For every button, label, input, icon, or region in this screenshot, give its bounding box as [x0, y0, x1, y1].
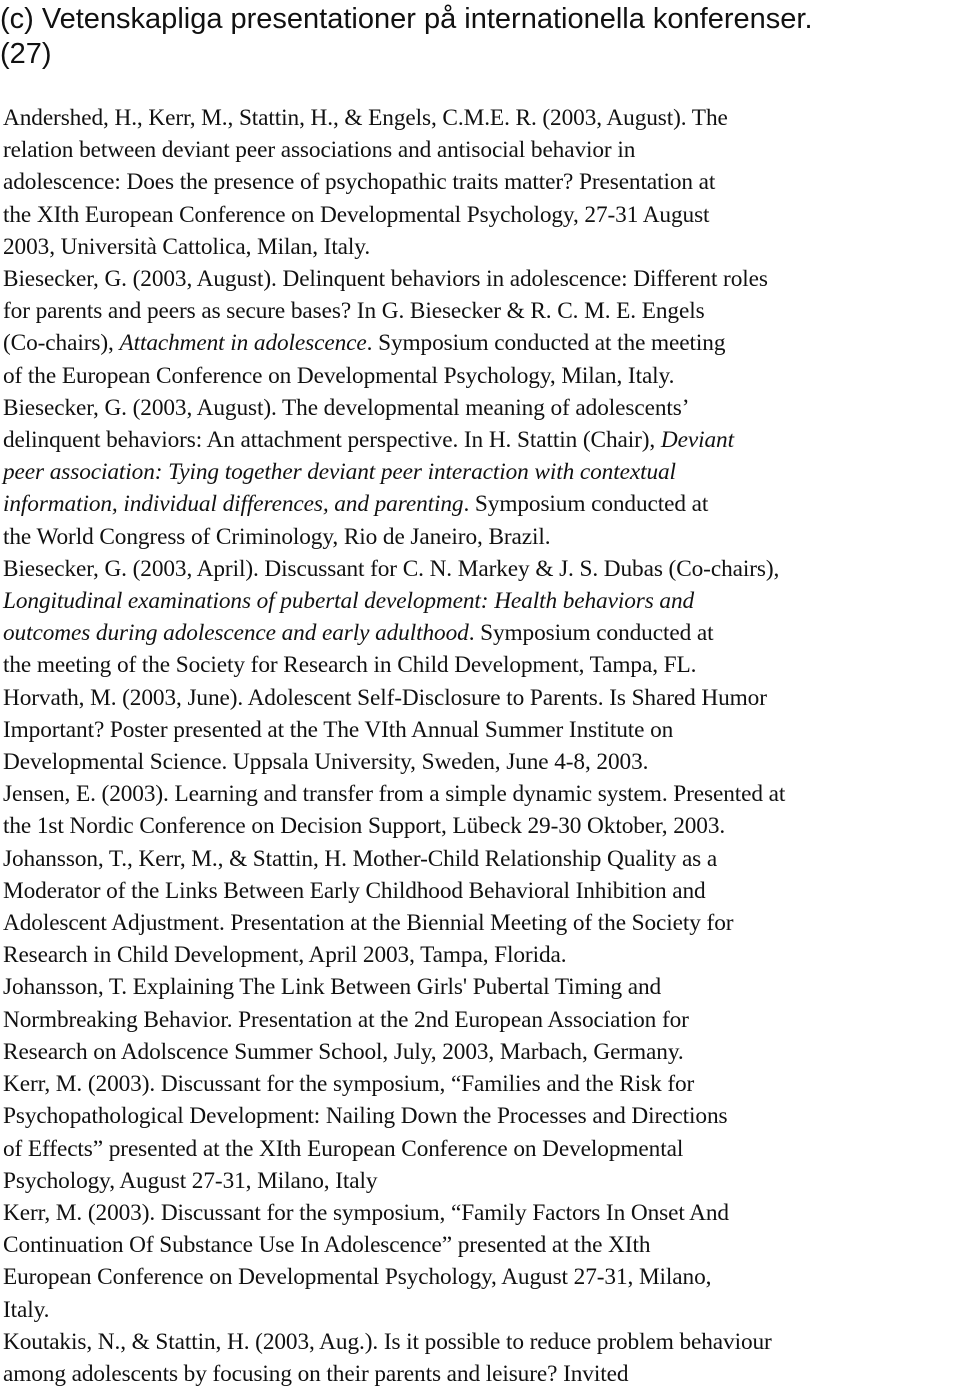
reference-text: Adolescent Adjustment. Presentation at the Biennial Meeting of the Society for	[3, 910, 734, 937]
reference-line	[3, 1036, 960, 1068]
reference-line	[3, 1294, 960, 1326]
reference-entry	[0, 392, 960, 553]
reference-line	[3, 939, 960, 971]
reference-line	[3, 778, 960, 810]
section-heading	[0, 2, 950, 72]
reference-text: Psychology, August 27-31, Milano, Italy	[3, 1167, 378, 1194]
reference-text: Andershed, H., Kerr, M., Stattin, H., & Engels, C.M.E. R. (2003, August). The	[3, 105, 728, 131]
reference-text: the XIth European Conference on Developmental Psychology, 27-31 August	[3, 201, 710, 228]
reference-text: Continuation Of Substance Use In Adolescence” presented at the XIth	[3, 1232, 651, 1259]
reference-line	[3, 360, 960, 392]
reference-text: Koutakis, N., & Stattin, H. (2003, Aug.). Is it possible to reduce problem behaviour	[3, 1328, 772, 1355]
reference-line	[3, 1004, 960, 1036]
reference-line	[3, 810, 960, 842]
reference-line	[3, 714, 960, 746]
reference-text: Developmental Science. Uppsala University, Sweden, June 4-8, 2003.	[3, 749, 649, 776]
reference-text: of Effects” presented at the XIth European Conference on Developmental	[3, 1135, 684, 1162]
reference-line	[3, 424, 960, 456]
reference-line	[3, 971, 960, 1003]
reference-line	[3, 102, 960, 134]
reference-line	[3, 1358, 960, 1390]
reference-text: . Symposium conducted at the meeting	[366, 330, 726, 357]
reference-line	[3, 392, 960, 424]
reference-entry	[0, 102, 960, 263]
reference-text: Research in Child Development, April 2003, Tampa, Florida.	[3, 942, 567, 969]
reference-line	[3, 1326, 960, 1358]
reference-text: adolescence: Does the presence of psychopathic traits matter? Presentation at	[3, 169, 716, 196]
italic-title-text: outcomes during adolescence and early adulthood	[3, 620, 469, 647]
reference-text: Jensen, E. (2003). Learning and transfer from a simple dynamic system. Presented at	[3, 781, 786, 808]
reference-line	[3, 327, 960, 359]
reference-line	[3, 488, 960, 520]
reference-line	[3, 875, 960, 907]
reference-line	[3, 1261, 960, 1293]
reference-line	[3, 1165, 960, 1197]
reference-text: for parents and peers as secure bases? In G. Biesecker & R. C. M. E. Engels	[3, 298, 705, 325]
italic-title-text: Attachment in adolescence	[119, 330, 367, 357]
reference-line	[3, 585, 960, 617]
reference-line	[3, 231, 960, 263]
reference-line	[3, 682, 960, 714]
reference-line	[3, 134, 960, 166]
reference-line	[3, 166, 960, 198]
reference-line	[3, 263, 960, 295]
reference-list	[0, 102, 960, 1390]
reference-text: delinquent behaviors: An attachment perspective. In H. Stattin (Chair),	[3, 427, 661, 454]
reference-text: Kerr, M. (2003). Discussant for the symposium, “Family Factors In Onset And	[3, 1199, 729, 1226]
reference-text: European Conference on Developmental Psychology, August 27-31, Milano,	[3, 1264, 712, 1291]
reference-entry	[0, 682, 960, 779]
section-heading-line: (c) Vetenskapliga presentationer på internationella konferenser.	[0, 3, 813, 35]
reference-entry	[0, 553, 960, 682]
reference-text: Normbreaking Behavior. Presentation at the 2nd European Association for	[3, 1006, 689, 1033]
reference-line	[3, 1100, 960, 1132]
reference-line	[3, 199, 960, 231]
reference-entry	[0, 971, 960, 1068]
reference-line	[3, 1133, 960, 1165]
reference-line	[3, 521, 960, 553]
reference-text: among adolescents by focusing on their parents and leisure? Invited	[3, 1360, 629, 1387]
reference-line	[3, 456, 960, 488]
reference-text: . Symposium conducted at	[468, 620, 714, 647]
reference-text: Biesecker, G. (2003, August). Delinquent behaviors in adolescence: Different roles	[3, 266, 768, 293]
reference-text: Research on Adolscence Summer School, July, 2003, Marbach, Germany.	[3, 1038, 684, 1065]
reference-text: 2003, Università Cattolica, Milan, Italy.	[3, 233, 371, 260]
reference-text: Horvath, M. (2003, June). Adolescent Self-Disclosure to Parents. Is Shared Humor	[3, 684, 767, 711]
reference-text: Moderator of the Links Between Early Childhood Behavioral Inhibition and	[3, 877, 706, 904]
reference-line	[3, 553, 960, 585]
reference-text: Psychopathological Development: Nailing Down the Processes and Directions	[3, 1103, 728, 1130]
reference-text: Important? Poster presented at the The VIth Annual Summer Institute on	[3, 716, 674, 743]
italic-title-text: peer association: Tying together deviant peer interaction with contextual	[3, 459, 676, 486]
reference-entry	[0, 1068, 960, 1197]
reference-text: Biesecker, G. (2003, April). Discussant for C. N. Markey & J. S. Dubas (Co-chairs),	[3, 555, 780, 582]
reference-text: (Co-chairs),	[3, 330, 120, 357]
reference-line	[3, 1229, 960, 1261]
reference-line	[3, 1197, 960, 1229]
reference-line	[3, 649, 960, 681]
section-heading-count: (27)	[0, 38, 52, 70]
reference-text: Johansson, T., Kerr, M., & Stattin, H. Mother-Child Relationship Quality as a	[3, 845, 718, 872]
reference-entry	[0, 778, 960, 842]
reference-text: Johansson, T. Explaining The Link Between Girls' Pubertal Timing and	[3, 974, 662, 1001]
reference-line	[3, 1068, 960, 1100]
reference-entry	[0, 1197, 960, 1326]
italic-title-text: Deviant	[660, 427, 734, 454]
reference-entry	[0, 263, 960, 392]
reference-text: Italy.	[3, 1296, 50, 1323]
reference-line	[3, 617, 960, 649]
italic-title-text: information, individual differences, and parenting	[3, 491, 464, 518]
reference-text: the meeting of the Society for Research in Child Development, Tampa, FL.	[3, 652, 697, 679]
reference-entry	[0, 843, 960, 972]
reference-text: Kerr, M. (2003). Discussant for the symposium, “Families and the Risk for	[3, 1071, 695, 1098]
reference-line	[3, 295, 960, 327]
reference-text: of the European Conference on Developmental Psychology, Milan, Italy.	[3, 362, 675, 389]
reference-line	[3, 843, 960, 875]
reference-text: the World Congress of Criminology, Rio de Janeiro, Brazil.	[3, 523, 551, 550]
reference-text: Biesecker, G. (2003, August). The developmental meaning of adolescents’	[3, 394, 690, 421]
reference-line	[3, 746, 960, 778]
reference-entry	[0, 1326, 960, 1390]
reference-text: relation between deviant peer associations and antisocial behavior in	[3, 137, 636, 164]
reference-text: . Symposium conducted at	[463, 491, 709, 518]
italic-title-text: Longitudinal examinations of pubertal development: Health behaviors and	[3, 588, 695, 615]
reference-line	[3, 907, 960, 939]
reference-text: the 1st Nordic Conference on Decision Support, Lübeck 29-30 Oktober, 2003.	[3, 813, 726, 840]
